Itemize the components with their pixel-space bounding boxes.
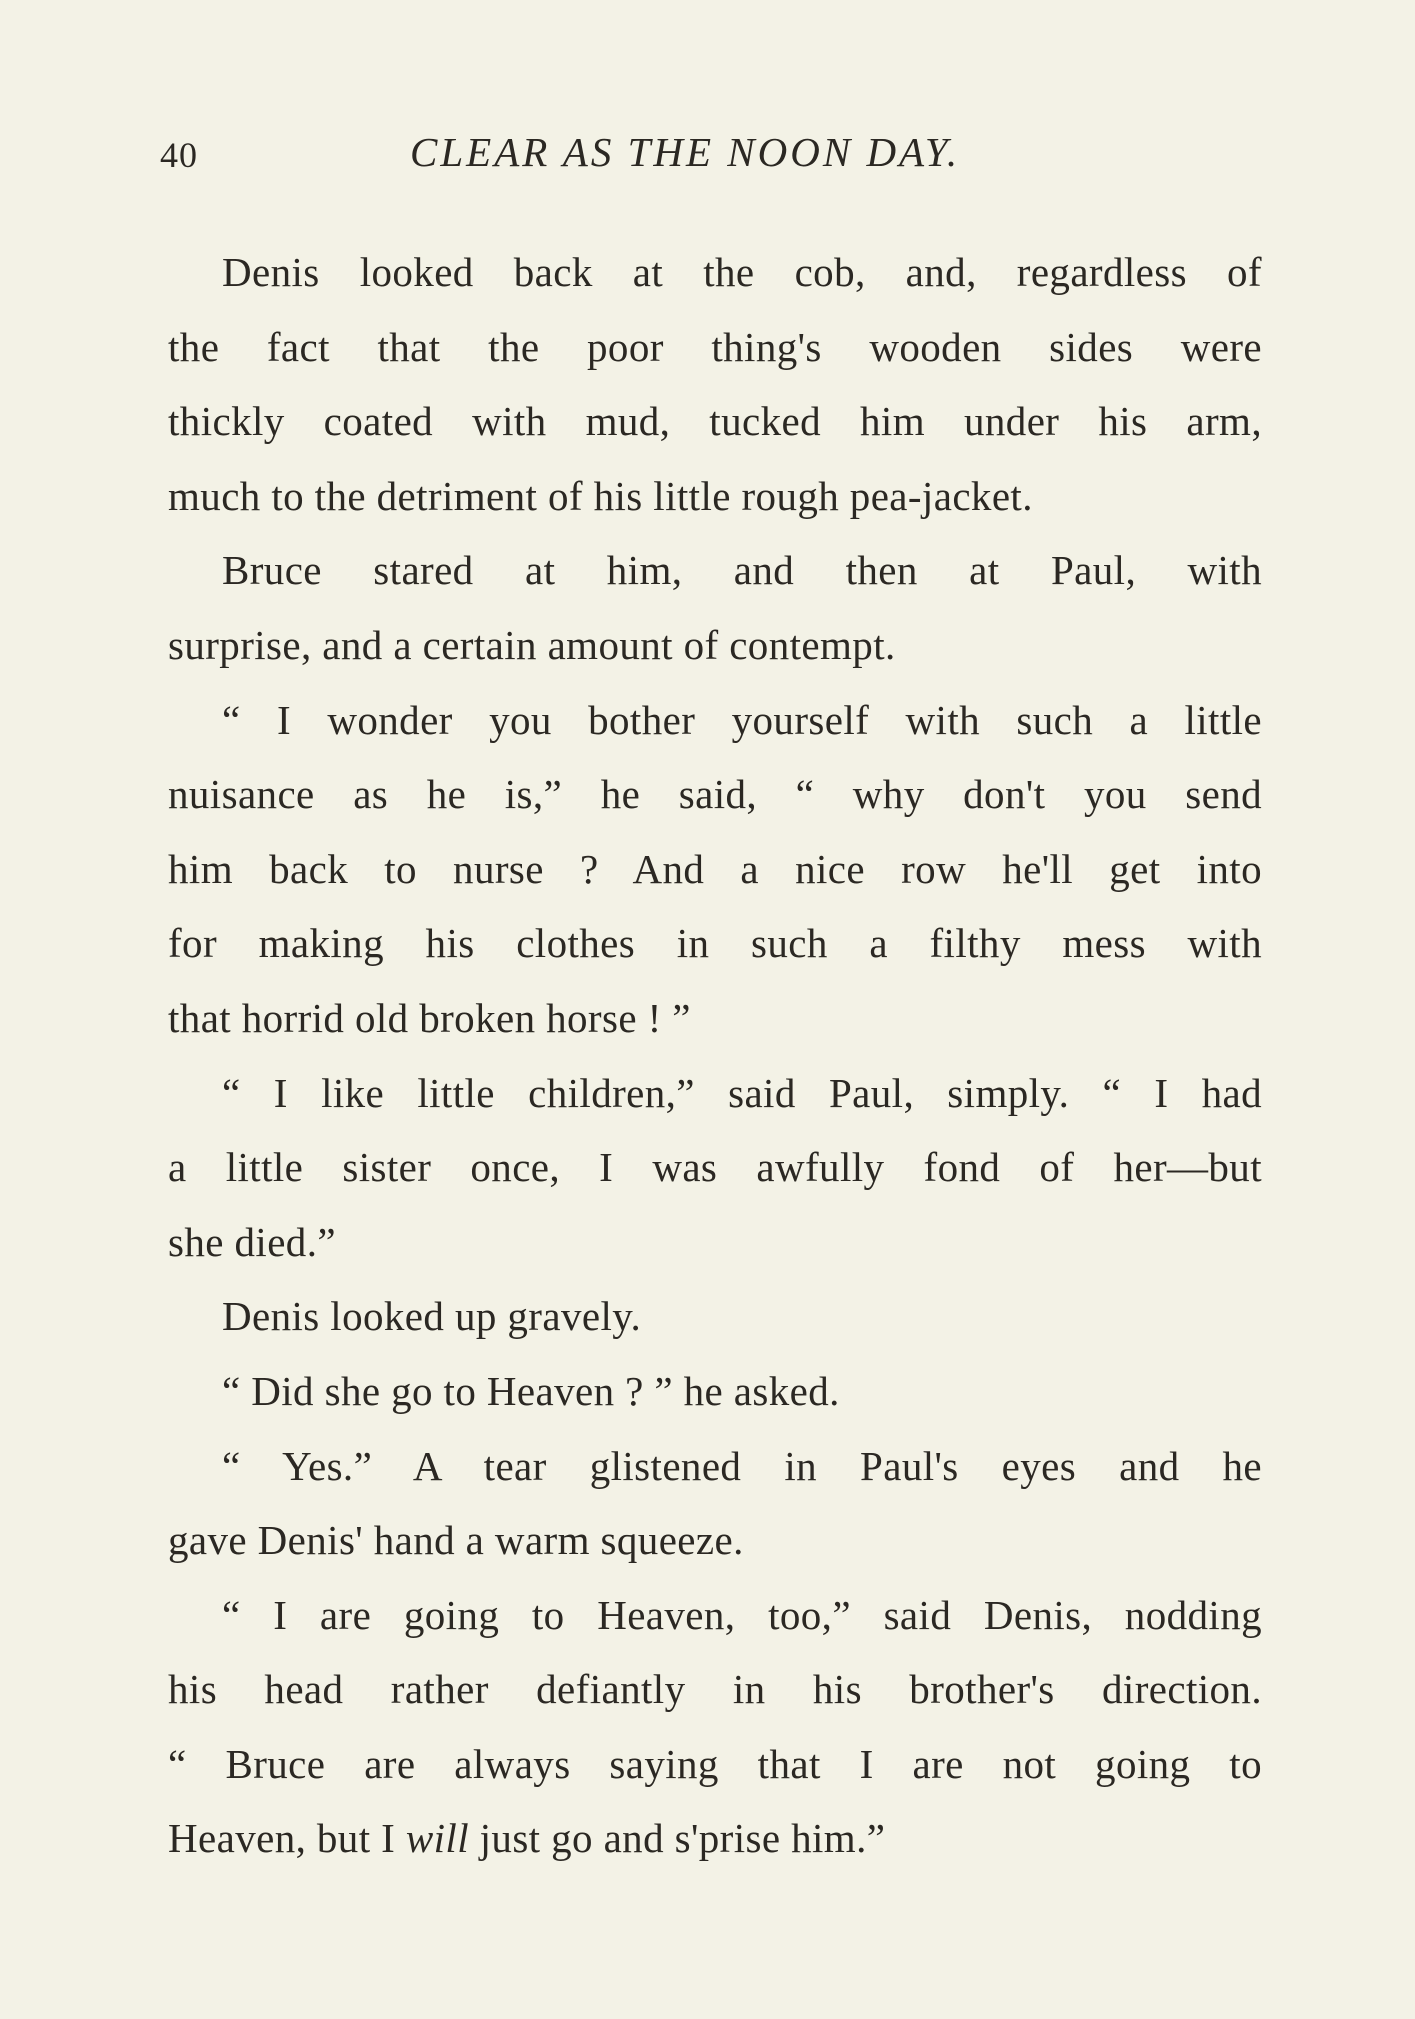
text-line: “ Bruce are always saying that I are not going to [168, 1740, 1262, 1787]
text-line: him back to nurse ? And a nice row he'll get into [168, 845, 1262, 892]
text-line: for making his clothes in such a filthy mess with [168, 920, 1262, 967]
running-title: CLEAR AS THE NOON DAY. [410, 129, 961, 175]
text-line: Denis looked back at the cob, and, regardless of [222, 249, 1262, 295]
text-line: “ Did she go to Heaven ? ” he asked. [222, 1367, 840, 1414]
text-line: nuisance as he is,” he said, “ why don't you send [168, 771, 1262, 818]
text-line: much to the detriment of his little rough pea-jacket. [168, 472, 1033, 519]
text-line: she died.” [168, 1218, 336, 1265]
text-line: a little sister once, I was awfully fond of her—but [168, 1144, 1262, 1191]
text-line: surprise, and a certain amount of contempt. [168, 621, 896, 668]
text-line: that horrid old broken horse ! ” [168, 994, 691, 1041]
text-line: “ Yes.” A tear glistened in Paul's eyes and he [222, 1442, 1262, 1489]
text-line: thickly coated with mud, tucked him under his arm, [168, 398, 1262, 445]
page-number: 40 [160, 135, 198, 175]
text-line: Denis looked up gravely. [222, 1293, 642, 1340]
text-line: Bruce stared at him, and then at Paul, with [222, 547, 1262, 594]
final-line-end: just go and s'prise him.” [468, 1815, 886, 1862]
body-text [168, 235, 1262, 1876]
running-head [0, 128, 1415, 178]
text-line-final [168, 1801, 1262, 1876]
emphasized-word: will [405, 1815, 469, 1862]
text-line: the fact that the poor thing's wooden sides were [168, 323, 1262, 370]
text-line: gave Denis' hand a warm squeeze. [168, 1517, 744, 1564]
text-line: “ I wonder you bother yourself with such a little [222, 696, 1262, 743]
text-line: his head rather defiantly in his brother's direction. [168, 1666, 1262, 1713]
text-line: “ I are going to Heaven, too,” said Denis, nodding [222, 1591, 1262, 1638]
final-line-start: Heaven, but I [168, 1815, 406, 1862]
text-line: “ I like little children,” said Paul, simply. “ I had [222, 1069, 1262, 1116]
